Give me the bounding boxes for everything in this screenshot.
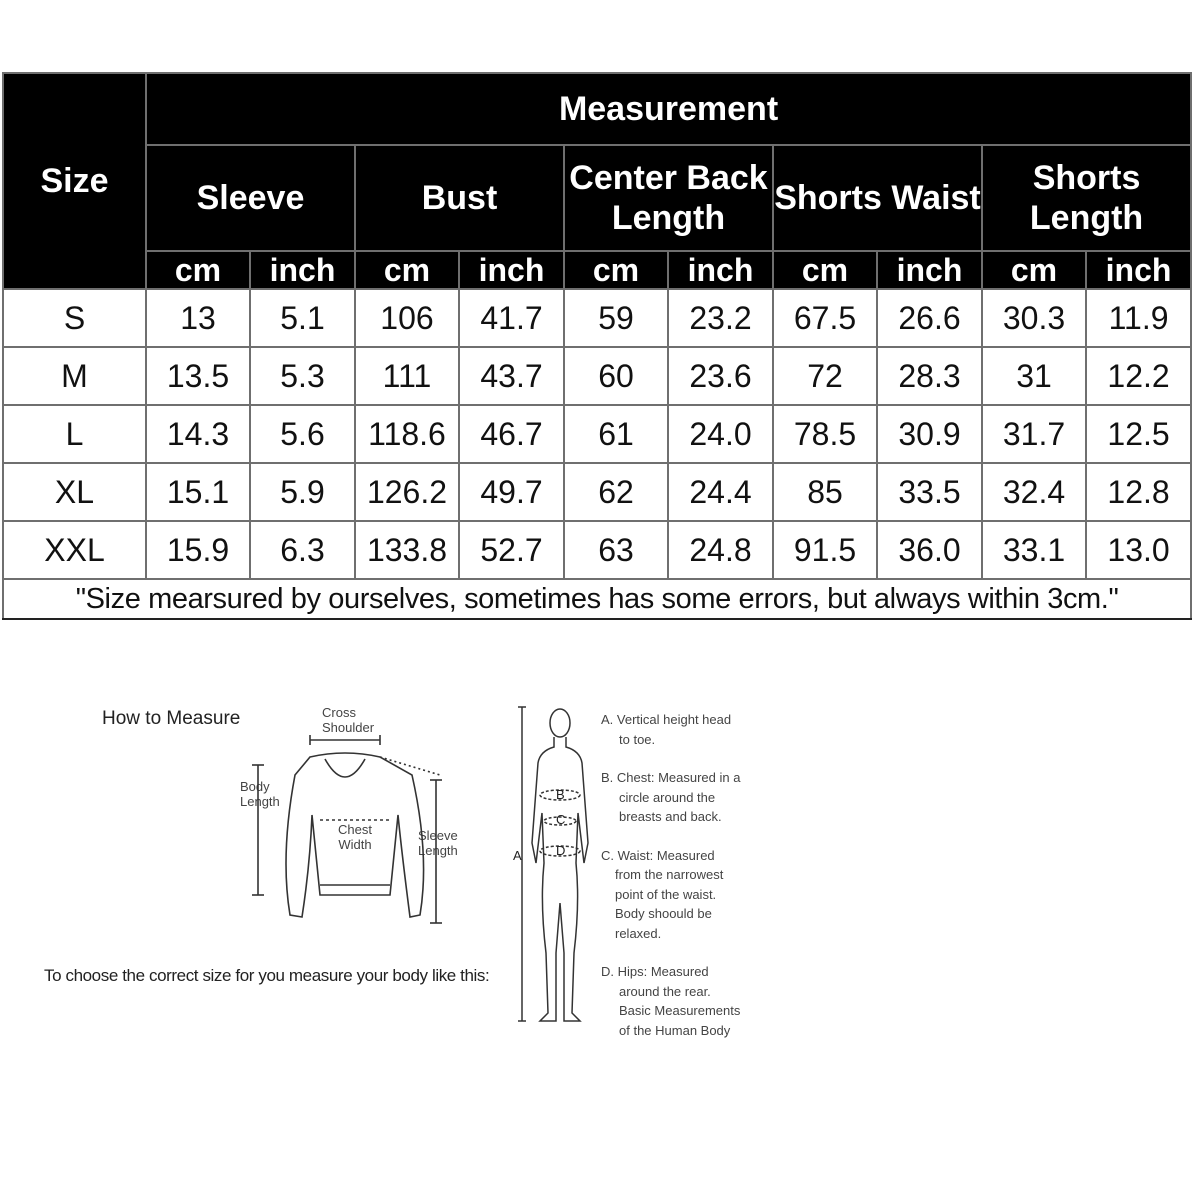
how-to-measure-title: How to Measure	[102, 708, 241, 729]
table-cell: 111	[355, 347, 459, 405]
table-cell: 67.5	[773, 289, 877, 347]
table-cell: 60	[564, 347, 668, 405]
note-c	[601, 846, 771, 944]
note-line: from the narrowest	[615, 867, 724, 882]
table-cell: 133.8	[355, 521, 459, 579]
table-cell: 49.7	[459, 463, 564, 521]
label-line: Shoulder	[322, 720, 375, 735]
table-cell: 46.7	[459, 405, 564, 463]
note-line: A. Vertical height head	[601, 712, 732, 727]
size-column-header: Size	[3, 73, 146, 289]
unit-header: cm	[982, 251, 1086, 289]
table-cell: 24.4	[668, 463, 773, 521]
size-cell: M	[3, 347, 146, 405]
table-cell: 30.9	[877, 405, 982, 463]
table-cell: 5.3	[250, 347, 355, 405]
group-header-shorts-length	[982, 145, 1191, 251]
label-line: Sleeve	[418, 828, 458, 843]
label-line: Length	[240, 794, 280, 809]
unit-header: inch	[877, 251, 982, 289]
note-line: circle around the	[619, 789, 716, 805]
table-cell: 15.9	[146, 521, 250, 579]
table-cell: 23.6	[668, 347, 773, 405]
unit-header: cm	[773, 251, 877, 289]
group-header-shorts-waist	[773, 145, 982, 251]
size-cell: XXL	[3, 521, 146, 579]
table-cell: 12.8	[1086, 463, 1191, 521]
table-cell: 41.7	[459, 289, 564, 347]
table-cell: 12.5	[1086, 405, 1191, 463]
note-line: Basic Measurements	[619, 1003, 741, 1018]
table-cell: 31	[982, 347, 1086, 405]
table-cell: 78.5	[773, 405, 877, 463]
choose-size-instruction: To choose the correct size for you measure your body like this:	[44, 966, 490, 985]
table-row	[3, 405, 1191, 463]
size-cell: L	[3, 405, 146, 463]
table-cell: 14.3	[146, 405, 250, 463]
table-cell: 15.1	[146, 463, 250, 521]
table-cell: 63	[564, 521, 668, 579]
table-cell: 13.0	[1086, 521, 1191, 579]
label-line: Width	[338, 837, 372, 852]
sweater-measure-illustration	[240, 735, 480, 935]
table-row	[3, 289, 1191, 347]
table-row	[3, 521, 1191, 579]
figure-letter-b: B	[556, 787, 565, 802]
size-note: "Size mearsured by ourselves, sometimes has some errors, but always within 3cm."	[3, 579, 1191, 619]
group-header-sleeve	[146, 145, 355, 251]
head-shape	[550, 709, 570, 737]
table-cell: 106	[355, 289, 459, 347]
table-cell: 23.2	[668, 289, 773, 347]
unit-header: inch	[250, 251, 355, 289]
table-cell: 61	[564, 405, 668, 463]
cross-shoulder-label	[322, 705, 392, 735]
figure-letter-a: A	[513, 848, 522, 863]
body-outline	[532, 737, 588, 1021]
note-line: breasts and back.	[619, 809, 722, 824]
table-cell: 52.7	[459, 521, 564, 579]
sweater-neckline	[325, 759, 365, 777]
table-cell: 13.5	[146, 347, 250, 405]
table-row	[3, 347, 1191, 405]
note-line: point of the waist.	[615, 886, 717, 902]
group-label: Sleeve	[196, 178, 305, 217]
table-cell: 33.1	[982, 521, 1086, 579]
sweater-outline	[286, 753, 424, 917]
group-header-bust	[355, 145, 564, 251]
measurement-header: Measurement	[146, 73, 1191, 145]
table-cell: 126.2	[355, 463, 459, 521]
size-cell: S	[3, 289, 146, 347]
unit-header: cm	[146, 251, 250, 289]
note-b	[601, 768, 771, 827]
note-line: B. Chest: Measured in a	[601, 770, 741, 785]
table-cell: 13	[146, 289, 250, 347]
table-cell: 30.3	[982, 289, 1086, 347]
table-cell: 59	[564, 289, 668, 347]
table-row	[3, 463, 1191, 521]
note-line: to toe.	[619, 731, 656, 747]
group-label: Center Back	[569, 158, 768, 197]
table-cell: 72	[773, 347, 877, 405]
table-cell: 24.8	[668, 521, 773, 579]
note-line: D. Hips: Measured	[601, 964, 709, 979]
table-cell: 28.3	[877, 347, 982, 405]
table-cell: 32.4	[982, 463, 1086, 521]
group-label-line2: Length	[1029, 199, 1144, 237]
size-cell: XL	[3, 463, 146, 521]
note-line: relaxed.	[615, 925, 662, 941]
measurement-notes	[601, 710, 771, 1040]
table-cell: 85	[773, 463, 877, 521]
unit-header: inch	[1086, 251, 1191, 289]
label-line: Body	[240, 779, 270, 794]
table-cell: 6.3	[250, 521, 355, 579]
note-a	[601, 710, 771, 749]
size-chart-table	[2, 72, 1192, 620]
table-cell: 12.2	[1086, 347, 1191, 405]
body-figure-illustration	[512, 703, 592, 1028]
table-cell: 33.5	[877, 463, 982, 521]
label-line: Length	[418, 843, 458, 858]
unit-header: inch	[459, 251, 564, 289]
table-cell: 36.0	[877, 521, 982, 579]
table-cell: 5.6	[250, 405, 355, 463]
note-row	[3, 579, 1191, 619]
group-label: Bust	[421, 178, 498, 217]
group-label-line2: Length	[611, 199, 726, 237]
group-header-center-back-length	[564, 145, 773, 251]
note-line: of the Human Body	[619, 1022, 731, 1038]
table-cell: 26.6	[877, 289, 982, 347]
table-cell: 24.0	[668, 405, 773, 463]
table-cell: 91.5	[773, 521, 877, 579]
unit-header: inch	[668, 251, 773, 289]
table-cell: 43.7	[459, 347, 564, 405]
note-d	[601, 962, 771, 1040]
figure-letter-d: D	[556, 843, 566, 858]
figure-letter-c: C	[556, 812, 566, 827]
note-line: C. Waist: Measured	[601, 847, 715, 863]
table-cell: 31.7	[982, 405, 1086, 463]
unit-header: cm	[564, 251, 668, 289]
table-cell: 5.1	[250, 289, 355, 347]
note-line: Body shoould be	[615, 906, 712, 921]
table-cell: 11.9	[1086, 289, 1191, 347]
note-line: around the rear.	[619, 983, 711, 999]
group-label: Shorts Waist	[774, 178, 981, 217]
table-cell: 62	[564, 463, 668, 521]
unit-header: cm	[355, 251, 459, 289]
table-cell: 118.6	[355, 405, 459, 463]
label-line: Chest	[338, 822, 372, 837]
group-label: Shorts	[1032, 158, 1141, 197]
label-line: Cross	[322, 705, 356, 720]
table-cell: 5.9	[250, 463, 355, 521]
